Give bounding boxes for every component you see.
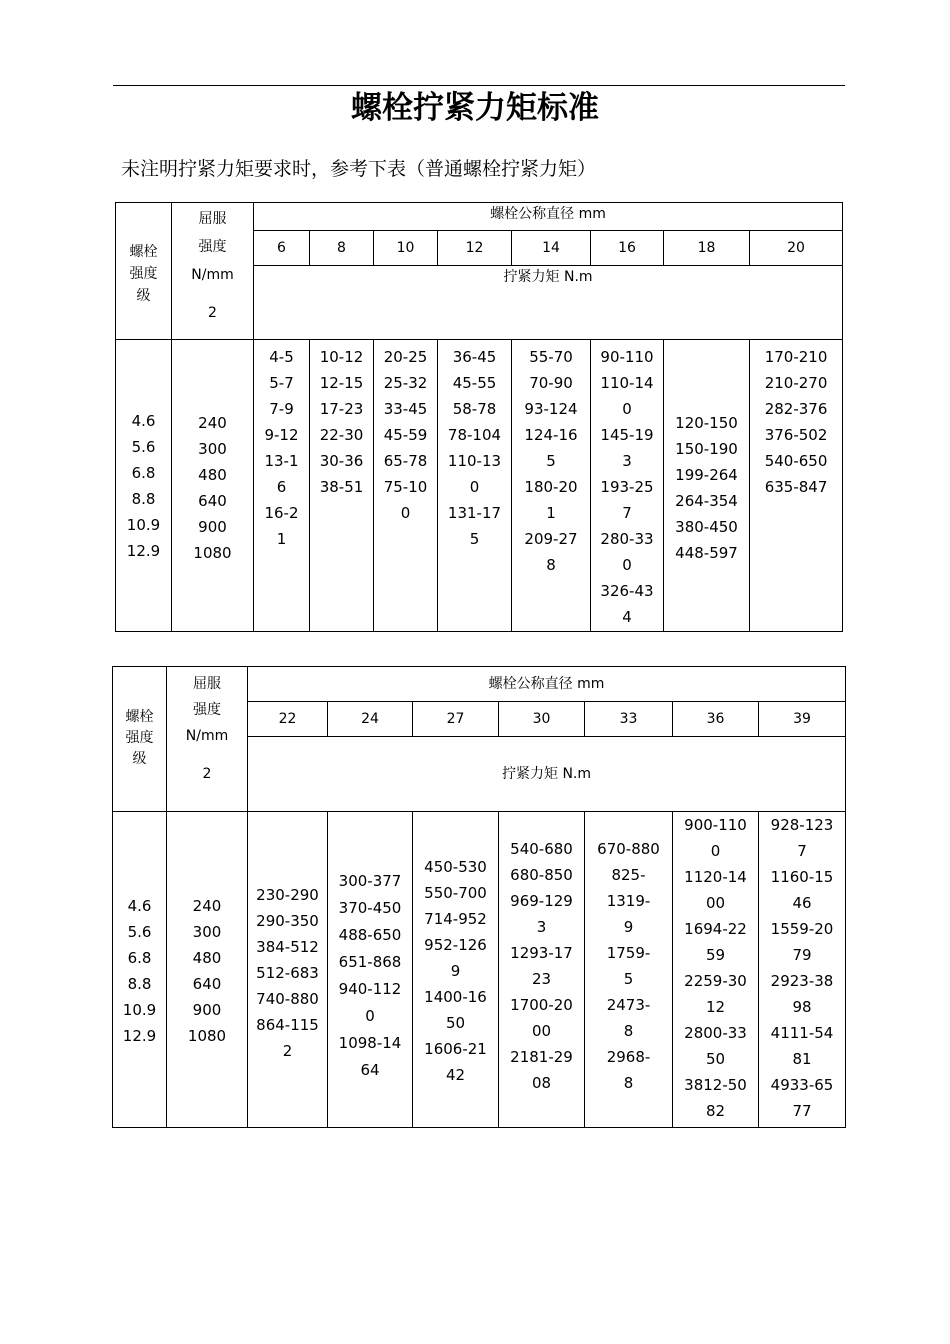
torque-value: 280-33: [600, 530, 654, 548]
yield-header-line: 强度: [193, 702, 221, 718]
torque-value: 64: [360, 1061, 380, 1079]
torque-value: 4933-65: [770, 1076, 834, 1094]
yield-header-line: 2: [202, 766, 212, 782]
torque-value: 1694-22: [684, 920, 747, 938]
torque-value: 145-19: [600, 426, 654, 444]
torque-value: 2923-38: [770, 972, 834, 990]
torque-value: 5: [546, 452, 556, 470]
torque-value: 30-36: [319, 452, 364, 470]
torque-column: [374, 340, 438, 632]
diameter-cell: 33: [585, 702, 673, 737]
yield-value: 1080: [187, 1027, 227, 1045]
torque-value: 210-270: [764, 374, 828, 392]
diameter-cell: 16: [591, 231, 664, 266]
torque-column: [591, 340, 664, 632]
torque-value: 4-5: [269, 348, 294, 366]
grade-header-line: 强度: [125, 730, 154, 746]
yield-value: 300: [192, 923, 222, 941]
torque-column: [328, 812, 413, 1128]
torque-value: 170-210: [764, 348, 828, 366]
yield-header-line: N/mm: [185, 728, 229, 744]
torque-value: 940-112: [338, 980, 402, 998]
yield-value: 240: [198, 414, 227, 432]
grade-value: 5.6: [131, 438, 156, 456]
torque-value: 635-847: [764, 478, 828, 496]
torque-value: 20-25: [383, 348, 428, 366]
yield-values: [172, 340, 254, 632]
torque-value: 98: [792, 998, 812, 1016]
torque-column: [248, 812, 328, 1128]
yield-value: 240: [192, 897, 222, 915]
torque-value: 3812-50: [684, 1076, 747, 1094]
torque-value: 199-264: [675, 466, 738, 484]
torque-header: 拧紧力矩 N.m: [254, 266, 843, 340]
grade-value: 8.8: [127, 975, 152, 993]
torque-value: 1: [276, 530, 287, 548]
torque-value: 651-868: [338, 953, 402, 971]
grade-header-line: 级: [136, 288, 151, 304]
torque-value: 45-55: [452, 374, 497, 392]
torque-value: 550-700: [424, 884, 487, 902]
torque-value: 969-129: [510, 892, 573, 910]
torque-value: 376-502: [764, 426, 828, 444]
torque-value: 2259-30: [684, 972, 747, 990]
torque-value: 70-90: [529, 374, 573, 392]
grade-header: [116, 203, 172, 340]
torque-value: 7-9: [269, 400, 294, 418]
diameter-cell: 39: [759, 702, 846, 737]
grade-value: 12.9: [122, 1027, 157, 1045]
torque-value: 23: [531, 970, 552, 988]
yield-value: 1080: [193, 544, 232, 562]
torque-value: 58-78: [452, 400, 497, 418]
diameter-cell: 6: [254, 231, 310, 266]
torque-value: 50: [445, 1014, 466, 1032]
torque-value: 4: [622, 608, 632, 626]
yield-header: [172, 203, 254, 340]
torque-value: 1400-16: [424, 988, 487, 1006]
torque-value: 1759-: [606, 944, 651, 962]
torque-value: 900-110: [684, 816, 747, 834]
yield-value: 900: [192, 1001, 222, 1019]
torque-value: 12: [705, 998, 726, 1016]
intro-text: 未注明拧紧力矩要求时，参考下表（普通螺栓拧紧力矩）: [121, 158, 597, 180]
torque-column: [750, 340, 843, 632]
diameter-cell: 8: [310, 231, 374, 266]
yield-value: 300: [198, 440, 227, 458]
grade-value: 4.6: [131, 412, 156, 430]
torque-value: 1559-20: [770, 920, 834, 938]
torque-value: 10-12: [319, 348, 364, 366]
torque-value: 300-377: [338, 872, 402, 890]
torque-value: 3: [622, 452, 632, 470]
torque-value: 9-12: [264, 426, 299, 444]
torque-value: 6: [276, 478, 287, 496]
torque-value: 93-124: [524, 400, 578, 418]
torque-value: 8: [546, 556, 556, 574]
torque-value: 2473-: [606, 996, 651, 1014]
torque-value: 13-1: [264, 452, 299, 470]
torque-value: 9: [623, 918, 634, 936]
torque-value: 5: [623, 970, 634, 988]
diameter-header: 螺栓公称直径 mm: [248, 667, 846, 702]
torque-value: 180-20: [524, 478, 578, 496]
torque-value: 825-: [611, 866, 646, 884]
torque-column: [664, 340, 750, 632]
grade-value: 6.8: [131, 464, 156, 482]
torque-value: 928-123: [770, 816, 834, 834]
torque-value: 90-110: [600, 348, 654, 366]
torque-value: 33-45: [383, 400, 428, 418]
torque-value: 16-2: [264, 504, 299, 522]
torque-column: [254, 340, 310, 632]
torque-value: 448-597: [675, 544, 738, 562]
grade-header-line: 强度: [129, 266, 158, 282]
torque-value: 264-354: [675, 492, 738, 510]
torque-value: 00: [705, 894, 726, 912]
torque-value: 864-115: [256, 1016, 319, 1034]
torque-value: 22-30: [319, 426, 364, 444]
torque-value: 2: [282, 1042, 293, 1060]
torque-value: 82: [705, 1102, 726, 1120]
torque-value: 46: [792, 894, 812, 912]
torque-header: 拧紧力矩 N.m: [248, 737, 846, 812]
grade-value: 4.6: [127, 897, 152, 915]
grade-value: 10.9: [122, 1001, 157, 1019]
torque-value: 36-45: [452, 348, 497, 366]
torque-table-2: [112, 666, 846, 1128]
torque-value: 540-650: [764, 452, 828, 470]
yield-header-line: 2: [208, 305, 217, 321]
torque-value: 230-290: [256, 886, 319, 904]
torque-value: 38-51: [319, 478, 364, 496]
diameter-cell: 27: [413, 702, 499, 737]
yield-header-line: 屈服: [193, 676, 221, 692]
torque-value: 2181-29: [510, 1048, 573, 1066]
torque-value: 4111-54: [770, 1024, 834, 1042]
torque-value: 952-126: [424, 936, 487, 954]
diameter-cell: 24: [328, 702, 413, 737]
yield-header: [167, 667, 248, 812]
torque-value: 540-680: [510, 840, 573, 858]
torque-value: 9: [450, 962, 461, 980]
torque-value: 1319-: [606, 892, 651, 910]
torque-value: 0: [365, 1007, 375, 1025]
torque-value: 370-450: [338, 899, 402, 917]
yield-value: 480: [198, 466, 227, 484]
torque-value: 50: [705, 1050, 726, 1068]
diameter-cell: 22: [248, 702, 328, 737]
diameter-cell: 36: [673, 702, 759, 737]
torque-value: 81: [792, 1050, 812, 1068]
torque-value: 7: [622, 504, 632, 522]
torque-value: 131-17: [447, 504, 502, 522]
torque-value: 209-27: [524, 530, 578, 548]
grade-value: 6.8: [127, 949, 152, 967]
torque-value: 3: [536, 918, 547, 936]
diameter-cell: 20: [750, 231, 843, 266]
grade-value: 10.9: [126, 516, 161, 534]
grade-header-line: 级: [132, 751, 147, 767]
torque-value: 45-59: [383, 426, 428, 444]
yield-header-line: N/mm: [191, 267, 234, 283]
torque-value: 0: [400, 504, 411, 522]
torque-value: 1606-21: [424, 1040, 487, 1058]
torque-value: 714-952: [424, 910, 487, 928]
grade-header: [113, 667, 167, 812]
diameter-cell: 14: [512, 231, 591, 266]
torque-value: 1: [546, 504, 556, 522]
torque-column: [310, 340, 374, 632]
torque-value: 17-23: [319, 400, 364, 418]
torque-value: 2968-: [606, 1048, 651, 1066]
torque-value: 488-650: [338, 926, 402, 944]
torque-column: [673, 812, 759, 1128]
yield-value: 900: [198, 518, 227, 536]
torque-value: 110-14: [600, 374, 654, 392]
grade-values: [113, 812, 167, 1128]
torque-value: 78-104: [447, 426, 502, 444]
torque-value: 5: [469, 530, 480, 548]
torque-value: 150-190: [675, 440, 738, 458]
torque-value: 512-683: [256, 964, 319, 982]
diameter-cell: 10: [374, 231, 438, 266]
grade-value: 5.6: [127, 923, 152, 941]
torque-value: 120-150: [675, 414, 738, 432]
torque-value: 380-450: [675, 518, 738, 536]
grade-values: [116, 340, 172, 632]
torque-value: 8: [623, 1022, 634, 1040]
torque-column: [438, 340, 512, 632]
torque-value: 65-78: [383, 452, 428, 470]
torque-value: 0: [710, 842, 721, 860]
torque-value: 08: [531, 1074, 552, 1092]
torque-value: 42: [445, 1066, 466, 1084]
torque-value: 25-32: [383, 374, 428, 392]
torque-value: 1160-15: [770, 868, 834, 886]
yield-value: 640: [192, 975, 222, 993]
torque-value: 680-850: [510, 866, 573, 884]
torque-value: 77: [792, 1102, 812, 1120]
torque-value: 110-13: [447, 452, 502, 470]
torque-value: 59: [705, 946, 726, 964]
diameter-cell: 12: [438, 231, 512, 266]
torque-value: 326-43: [600, 582, 654, 600]
torque-value: 1700-20: [510, 996, 573, 1014]
grade-value: 12.9: [126, 542, 161, 560]
yield-header-line: 屈服: [198, 211, 227, 227]
grade-header-line: 螺栓: [125, 709, 154, 725]
torque-value: 1293-17: [510, 944, 573, 962]
torque-value: 450-530: [424, 858, 487, 876]
torque-value: 55-70: [529, 348, 573, 366]
torque-value: 0: [622, 400, 632, 418]
torque-value: 79: [792, 946, 812, 964]
yield-values: [167, 812, 248, 1128]
yield-value: 480: [192, 949, 222, 967]
torque-value: 7: [797, 842, 807, 860]
torque-value: 670-880: [597, 840, 660, 858]
torque-value: 1120-14: [684, 868, 747, 886]
grade-value: 8.8: [131, 490, 156, 508]
yield-value: 640: [198, 492, 227, 510]
torque-value: 5-7: [269, 374, 294, 392]
torque-value: 384-512: [256, 938, 319, 956]
torque-column: [512, 340, 591, 632]
torque-value: 1098-14: [338, 1034, 402, 1052]
torque-table-1: [115, 202, 843, 632]
grade-header-line: 螺栓: [129, 244, 158, 260]
torque-value: 2800-33: [684, 1024, 747, 1042]
torque-value: 290-350: [256, 912, 319, 930]
yield-header-line: 强度: [198, 239, 227, 255]
torque-value: 0: [469, 478, 480, 496]
torque-value: 193-25: [600, 478, 654, 496]
torque-value: 75-10: [383, 478, 428, 496]
torque-column: [759, 812, 846, 1128]
torque-column: [413, 812, 499, 1128]
torque-column: [585, 812, 673, 1128]
torque-value: 740-880: [256, 990, 319, 1008]
top-rule: [113, 85, 845, 86]
diameter-cell: 30: [499, 702, 585, 737]
torque-value: 12-15: [319, 374, 364, 392]
torque-column: [499, 812, 585, 1128]
torque-value: 0: [622, 556, 632, 574]
document-title: 螺栓拧紧力矩标准: [351, 90, 599, 126]
diameter-header: 螺栓公称直径 mm: [254, 203, 843, 231]
diameter-cell: 18: [664, 231, 750, 266]
torque-value: 00: [531, 1022, 552, 1040]
torque-value: 8: [623, 1074, 634, 1092]
torque-value: 282-376: [764, 400, 828, 418]
torque-value: 124-16: [524, 426, 578, 444]
